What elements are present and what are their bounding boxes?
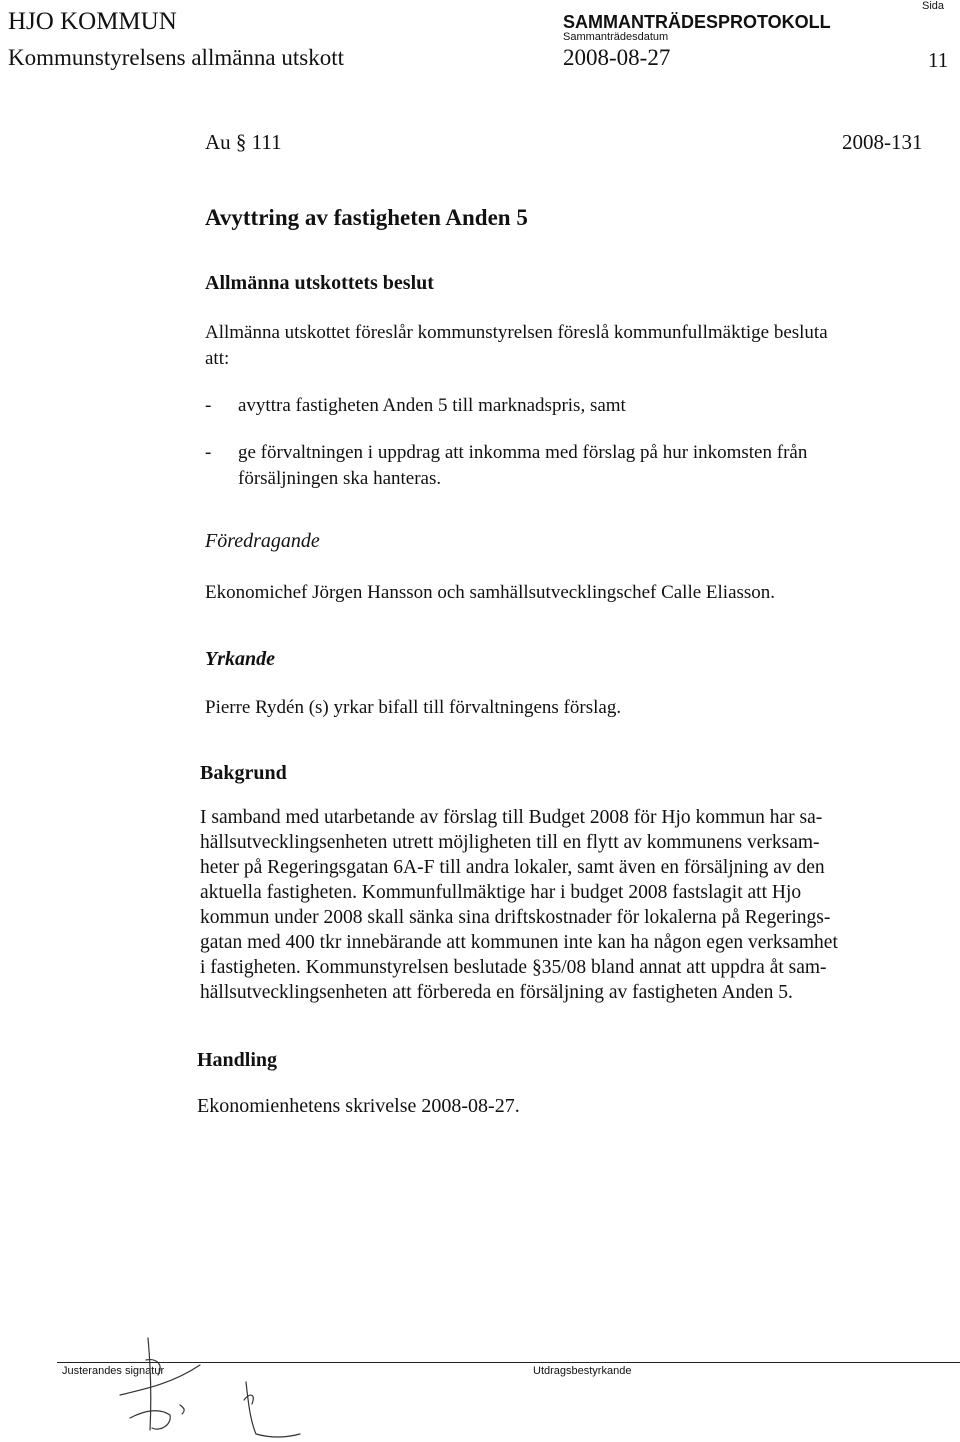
bullet-dash: -: [205, 442, 212, 463]
background-line: hällsutvecklingsenheten att förbereda en försäljning av fastigheten Anden 5.: [200, 982, 793, 1003]
meeting-date: 2008-08-27: [563, 45, 671, 70]
background-line: I samband med utarbetande av förslag till Budget 2008 för Hjo kommun har sa-: [200, 807, 823, 828]
motion-text: Pierre Rydén (s) yrkar bifall till förvaltningens förslag.: [205, 697, 622, 718]
bullet-dash: -: [205, 395, 212, 416]
bullet-line: ge förvaltningen i uppdrag att inkomma med förslag på hur inkomsten från: [238, 442, 808, 463]
decision-intro-line: att:: [205, 348, 230, 369]
decision-bullet: [205, 440, 905, 492]
background-heading: Bakgrund: [200, 762, 287, 784]
decision-intro: [205, 320, 925, 372]
handwritten-signature: [60, 1330, 400, 1442]
documents-heading: Handling: [197, 1049, 278, 1071]
background-paragraph: [200, 805, 915, 1005]
motion-heading: Yrkande: [205, 648, 275, 670]
committee-name: Kommunstyrelsens allmänna utskott: [8, 45, 345, 70]
case-title: Avyttring av fastigheten Anden 5: [205, 205, 528, 230]
documents-text: Ekonomienhetens skrivelse 2008-08-27.: [197, 1095, 520, 1117]
bullet-line: avyttra fastigheten Anden 5 till marknadspris, samt: [238, 395, 626, 416]
document-type: SAMMANTRÄDESPROTOKOLL: [563, 12, 831, 32]
decision-intro-line: Allmänna utskottet föreslår kommunstyrelsen föreslå kommunfullmäktige besluta: [205, 322, 828, 343]
organization-name: HJO KOMMUN: [8, 8, 177, 35]
background-line: heter på Regeringsgatan 6A-F till andra lokaler, samt även en försäljning av den: [200, 857, 825, 878]
background-line: aktuella fastigheten. Kommunfullmäktige har i budget 2008 fastslagit att Hjo: [200, 882, 802, 903]
background-line: i fastigheten. Kommunstyrelsen beslutade §35/08 bland annat att uppdra åt sam-: [200, 957, 827, 978]
signature-label: Justerandes signatur: [62, 1365, 165, 1377]
background-line: gatan med 400 tkr innebärande att kommunen inte kan ha någon egen verksamhet: [200, 932, 838, 953]
presenters-heading: Föredragande: [205, 530, 320, 552]
section-number: Au § 111: [205, 130, 282, 154]
background-line: kommun under 2008 skall sänka sina driftskostnader för lokalerna på Regerings-: [200, 907, 831, 928]
excerpt-label: Utdragsbestyrkande: [533, 1365, 632, 1377]
presenters-text: Ekonomichef Jörgen Hansson och samhällsutvecklingschef Calle Eliasson.: [205, 582, 776, 603]
date-label: Sammanträdesdatum: [563, 31, 669, 43]
background-line: hällsutvecklingsenheten utrett möjligheten till en flytt av kommunens verksam-: [200, 832, 820, 853]
decision-bullet: [205, 393, 905, 419]
bullet-line: försäljningen ska hanteras.: [238, 468, 442, 489]
case-reference: 2008-131: [842, 130, 923, 154]
page-number: 11: [928, 48, 949, 72]
page-label: Sida: [922, 0, 945, 12]
decision-heading: Allmänna utskottets beslut: [205, 272, 434, 294]
